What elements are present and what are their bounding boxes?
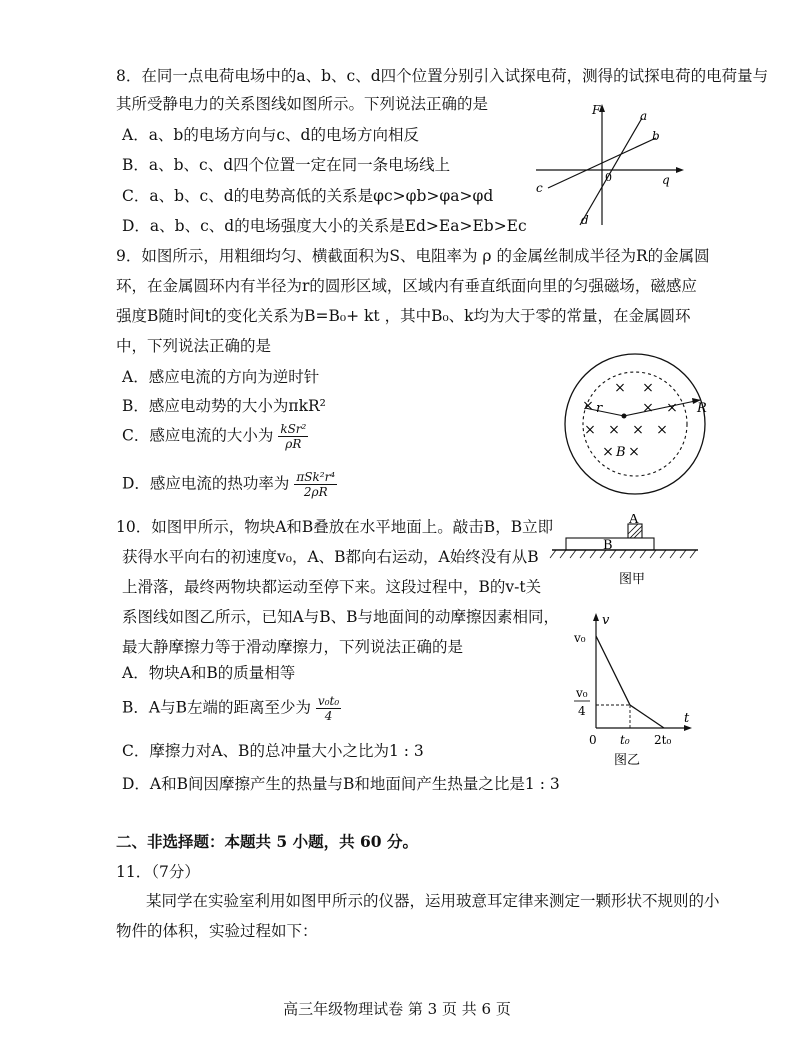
q10-option-d: D．A和B间因摩擦产生的热量与B和地面间产生热量之比是1 : 3 <box>122 775 560 793</box>
q10-option-b-prefix: B．A与B左端的距离至少为 <box>122 698 311 717</box>
svg-text:×: × <box>584 422 596 438</box>
tick-t0: t₀ <box>620 733 630 747</box>
q9-option-c-fraction: $\frac{\text{kSr²}}{\rho R}$ <box>280 422 307 451</box>
svg-text:×: × <box>602 444 614 460</box>
q9-line4: 中，下列说法正确的是 <box>116 337 272 355</box>
page-footer: 高三年级物理试卷 第 3 页 共 6 页 <box>283 1000 511 1018</box>
svg-text:×: × <box>656 422 668 438</box>
q9-option-d <box>122 470 337 499</box>
q10-line5: 最大静摩擦力等于滑动摩擦力，下列说法正确的是 <box>122 638 464 656</box>
q10-line1: 10．如图甲所示，物块A和B叠放在水平地面上。敲击B，B立即 <box>116 518 554 536</box>
label-R: R <box>697 401 707 416</box>
q8-figure <box>528 100 688 235</box>
q9-figure <box>560 350 710 500</box>
tick-origin: 0 <box>589 733 597 747</box>
q8-option-b: B．a、b、c、d四个位置一定在同一条电场线上 <box>122 156 451 174</box>
q9-line3: 强度B随时间t的变化关系为B=B₀+ kt ，其中B₀、k均为大于零的常量，在金属圆环 <box>116 307 691 325</box>
svg-text:×: × <box>632 422 644 438</box>
q9-line1: 9．如图所示，用粗细均匀、横截面积为S、电阻率为 ρ 的金属丝制成半径为R的金属圆 <box>116 247 710 265</box>
tick-2t0: 2t₀ <box>654 733 672 747</box>
tick-v0-over-4-num: v₀ <box>576 686 588 700</box>
label-c: c <box>536 181 543 195</box>
q11-head: 11．（7分） <box>116 863 200 881</box>
q10-line3: 上滑落，最终两物块都运动至停下来。这段过程中，B的v-t关 <box>122 578 542 596</box>
origin-label: 0 <box>605 171 612 184</box>
q10-option-b-fraction: $\frac{\text{v₀t₀}}{4}$ <box>317 694 340 723</box>
q9-line2: 环，在金属圆环内有半径为r的圆形区域，区域内有垂直纸面向里的匀强磁场，磁感应 <box>116 277 697 295</box>
q11-line2: 物件的体积，实验过程如下： <box>116 922 318 940</box>
label-B: B <box>616 445 626 460</box>
label-a: a <box>640 109 648 123</box>
axis-q-label: q <box>662 173 670 187</box>
axis-v-label: v <box>602 613 610 628</box>
q10-figure-jia <box>548 514 708 592</box>
svg-text:×: × <box>642 400 654 416</box>
q9-option-d-prefix: D．感应电流的热功率为 <box>122 474 290 493</box>
q9-option-c-prefix: C．感应电流的大小为 <box>122 426 274 445</box>
q10-option-b <box>122 694 341 723</box>
tick-v0: v₀ <box>574 631 586 645</box>
svg-text:×: × <box>582 398 594 414</box>
q10-option-a: A．物块A和B的质量相等 <box>122 664 296 682</box>
svg-text:×: × <box>614 380 626 396</box>
svg-text:×: × <box>666 400 678 416</box>
caption-jia: 图甲 <box>619 571 646 586</box>
q8-option-d: D．a、b、c、d的电场强度大小的关系是Ed>Ea>Eb>Ec <box>122 217 527 235</box>
q11-line1: 某同学在实验室利用如图甲所示的仪器，运用玻意耳定律来测定一颗形状不规则的小 <box>146 892 720 910</box>
q8-line1: 8．在同一点电荷电场中的a、b、c、d四个位置分别引入试探电荷，测得的试探电荷的电荷量与 <box>116 67 769 85</box>
label-b: B <box>603 538 613 553</box>
label-r: r <box>596 401 603 416</box>
axis-f-label: F <box>592 103 601 117</box>
q8-line2: 其所受静电力的关系图线如图所示。下列说法正确的是 <box>116 95 489 113</box>
q10-line4: 系图线如图乙所示，已知A与B、B与地面间的动摩擦因素相同， <box>122 608 559 626</box>
svg-text:×: × <box>642 380 654 396</box>
q9-option-b: B．感应电动势的大小为πkR² <box>122 397 326 415</box>
vt-series-line <box>596 636 664 728</box>
q10-figure-yi <box>560 612 700 768</box>
q9-option-a: A．感应电流的方向为逆时针 <box>122 368 320 386</box>
q8-option-a: A．a、b的电场方向与c、d的电场方向相反 <box>122 126 419 144</box>
q10-option-c: C．摩擦力对A、B的总冲量大小之比为1 : 3 <box>122 742 424 760</box>
q9-option-c <box>122 422 308 451</box>
svg-text:×: × <box>628 444 640 460</box>
svg-text:×: × <box>608 422 620 438</box>
label-b: b <box>652 129 660 143</box>
q8-option-c: C．a、b、c、d的电势高低的关系是φc>φb>φa>φd <box>122 187 494 205</box>
q10-line2: 获得水平向右的初速度v₀，A、B都向右运动，A始终没有从B <box>122 548 539 566</box>
label-a: A <box>629 514 639 527</box>
axis-t-label: t <box>684 711 690 726</box>
field-crosses <box>582 380 678 460</box>
label-d: d <box>581 213 589 227</box>
caption-yi: 图乙 <box>614 752 641 767</box>
section-heading: 二、非选择题：本题共 5 小题，共 60 分。 <box>116 832 418 851</box>
q9-option-d-fraction: $\frac{\text{πSk²r⁴}}{2\rho R}$ <box>296 470 336 499</box>
tick-v0-over-4-den: 4 <box>578 704 586 718</box>
